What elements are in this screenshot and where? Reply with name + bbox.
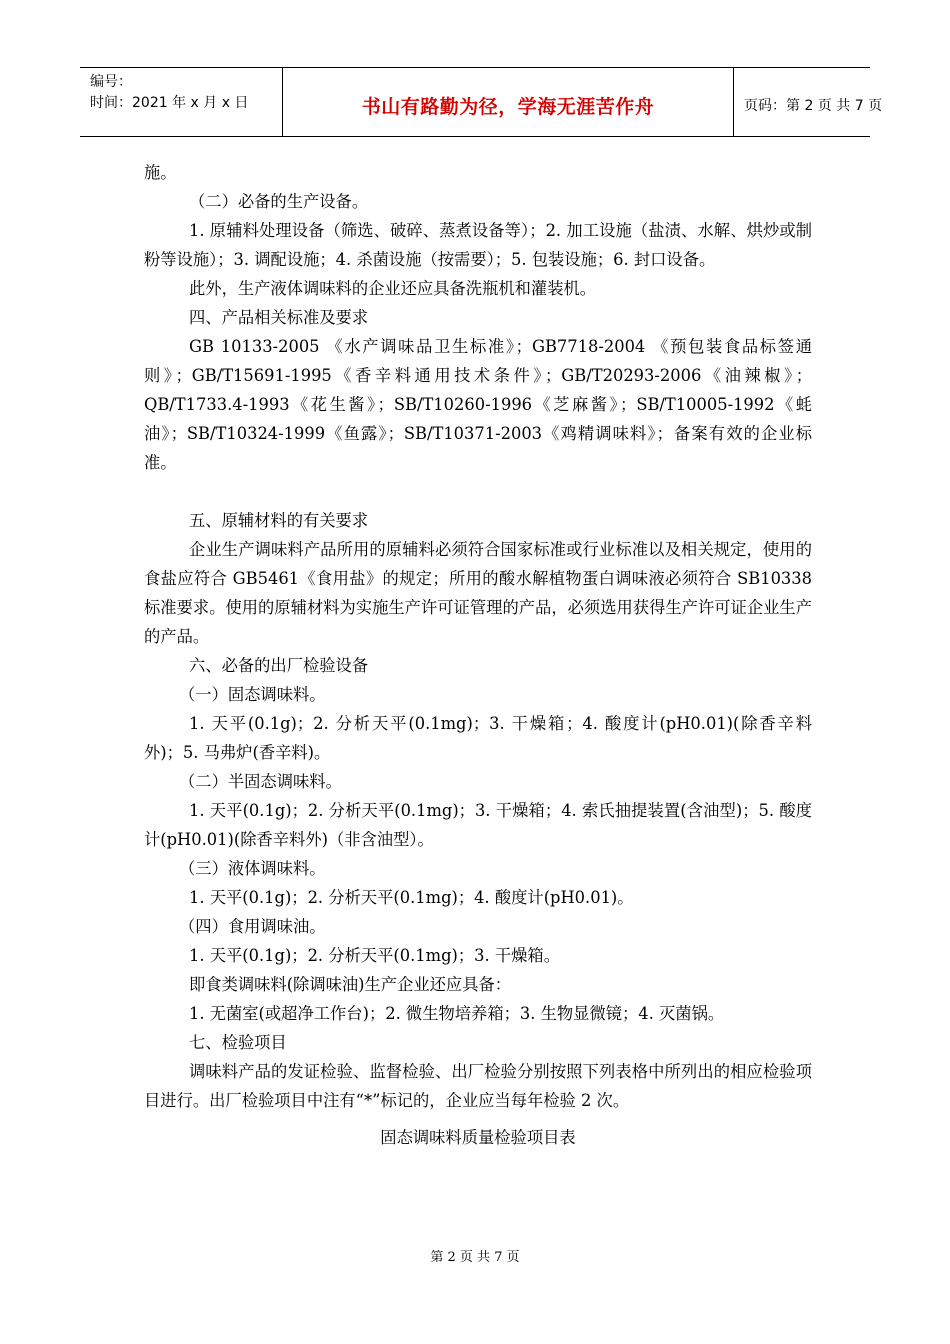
subsection-heading: （四）食用调味油。 bbox=[179, 917, 326, 936]
paragraph: 企业生产调味料产品所用的原辅料必须符合国家标准或行业标准以及相关规定，使用的食盐应符合 GB5461《食用盐》的规定；所用的酸水解植物蛋白调味液必须符合 SB10338 标准要求。使用的原辅材料为实施生产许可证管理的产品，必须选用获得生产许可证企业生产的产品。 bbox=[144, 540, 812, 646]
subsection-heading: （一）固态调味料。 bbox=[179, 685, 326, 704]
paragraph: 1. 天平(0.1g)；2. 分析天平(0.1mg)；3. 干燥箱。 bbox=[189, 946, 560, 965]
header-motto-cell bbox=[282, 68, 734, 136]
paragraph: 1. 天平(0.1g)；2. 分析天平(0.1mg)；4. 酸度计(pH0.01)。 bbox=[189, 888, 634, 907]
header-page-cell bbox=[734, 68, 883, 136]
section-heading: 六、必备的出厂检验设备 bbox=[189, 656, 369, 675]
page-header bbox=[80, 67, 883, 137]
paragraph: 1. 天平(0.1g)；2. 分析天平(0.1mg)；3. 干燥箱；4. 酸度计(pH0.01)(除香辛料外)；5. 马弗炉(香辛料)。 bbox=[144, 714, 812, 762]
document-number-label: 编号： bbox=[90, 74, 132, 90]
header-page-info: 页码：第 2 页 共 7 页 bbox=[744, 98, 883, 114]
document-time-label: 时间：2021 年 x 月 x 日 bbox=[90, 95, 249, 111]
paragraph-continuation: 施。 bbox=[144, 163, 177, 182]
subsection-heading: （二）半固态调味料。 bbox=[179, 772, 342, 791]
paragraph: 1. 原辅料处理设备（筛选、破碎、蒸煮设备等）；2. 加工设施（盐渍、水解、烘炒或制粉等设施）；3. 调配设施；4. 杀菌设施（按需要）；5. 包装设施；6. 封口设备。 bbox=[144, 221, 812, 269]
paragraph: 即食类调味料(除调味油)生产企业还应具备： bbox=[189, 975, 512, 994]
spacer bbox=[144, 477, 812, 506]
paragraph: 1. 无菌室(或超净工作台)；2. 微生物培养箱；3. 生物显微镜；4. 灭菌锅。 bbox=[189, 1004, 725, 1023]
section-heading: 七、检验项目 bbox=[189, 1033, 287, 1052]
paragraph-standards: GB 10133-2005 《水产调味品卫生标准》；GB7718-2004 《预包装食品标签通则》；GB/T15691-1995《香辛料通用技术条件》；GB/T20293-2006《油辣椒》；QB/T1733.4-1993《花生酱》；SB/T10260-1996《芝麻酱》；SB/T10005-1992《蚝油》；SB/T10324-1999《鱼露》；SB/T10371-2003《鸡精调味料》；备案有效的企业标准。 bbox=[144, 337, 812, 472]
paragraph: 1. 天平(0.1g)；2. 分析天平(0.1mg)；3. 干燥箱；4. 索氏抽提装置(含油型)；5. 酸度计(pH0.01)(除香辛料外)（非含油型）。 bbox=[144, 801, 812, 849]
page-footer: 第 2 页 共 7 页 bbox=[430, 1250, 520, 1265]
header-motto: 书山有路勤为径，学海无涯苦作舟 bbox=[361, 96, 655, 118]
header-meta bbox=[80, 68, 282, 136]
paragraph: 调味料产品的发证检验、监督检验、出厂检验分别按照下列表格中所列出的相应检验项目进行。出厂检验项目中注有“*”标记的，企业应当每年检验 2 次。 bbox=[144, 1062, 812, 1110]
section-heading: 四、产品相关标准及要求 bbox=[189, 308, 369, 327]
subsection-heading: （二）必备的生产设备。 bbox=[189, 192, 369, 211]
document-body bbox=[144, 158, 812, 1152]
subsection-heading: （三）液体调味料。 bbox=[179, 859, 326, 878]
paragraph: 此外，生产液体调味料的企业还应具备洗瓶机和灌装机。 bbox=[189, 279, 597, 298]
table-caption: 固态调味料质量检验项目表 bbox=[380, 1128, 576, 1147]
section-heading: 五、原辅材料的有关要求 bbox=[189, 511, 369, 530]
